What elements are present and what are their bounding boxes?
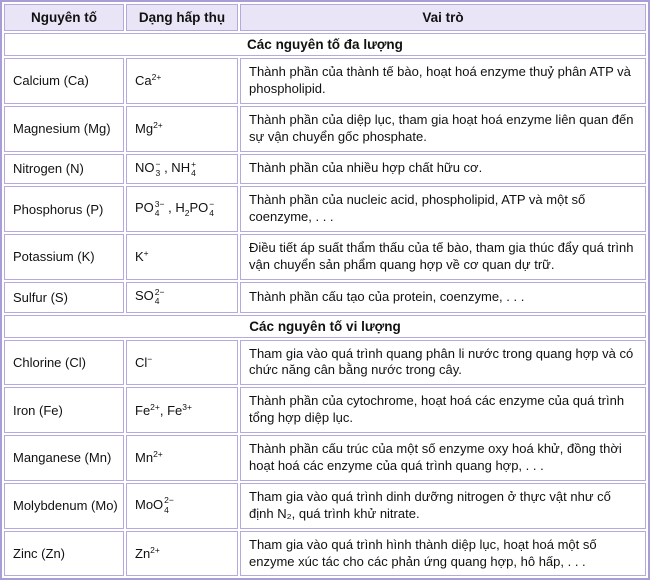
element-name-cell: Calcium (Ca): [4, 58, 124, 104]
role-cell: Tham gia vào quá trình hình thành diệp lục, hoạt hoá một số enzyme xúc tác cho các phản ứng quang hợp, hô hấp, . . .: [240, 531, 646, 577]
chemical-formula: Cl−: [135, 353, 153, 370]
section-header-row: [4, 315, 646, 338]
section-title: Các nguyên tố đa lượng: [4, 33, 646, 56]
absorbed-form-cell: [126, 58, 238, 104]
table-row: [4, 387, 646, 433]
absorbed-form-cell: [126, 483, 238, 529]
chemical-formula: PO 3− 4 , $H_2PO$ − 4: [135, 198, 215, 219]
element-name-cell: Chlorine (Cl): [4, 340, 124, 386]
absorbed-form-cell: [126, 106, 238, 152]
role-cell: Thành phần của thành tế bào, hoạt hoá enzyme thuỷ phân ATP và phospholipid.: [240, 58, 646, 104]
table-row: [4, 435, 646, 481]
chemical-formula: NO − 3 , NH + 4: [135, 158, 197, 178]
absorbed-form-cell: [126, 154, 238, 185]
chemical-formula: $Zn^{2+}$: [135, 545, 160, 562]
table-row: [4, 154, 646, 185]
chemical-formula: $Mg^{2+}$: [135, 120, 163, 137]
table-row: [4, 186, 646, 232]
chemical-formula: $Ca^{2+}$: [135, 72, 162, 89]
table-row: [4, 340, 646, 386]
table-row: [4, 234, 646, 280]
element-name-cell: Iron (Fe): [4, 387, 124, 433]
table-row: [4, 282, 646, 313]
element-name-cell: Zinc (Zn): [4, 531, 124, 577]
chemical-formula: $Fe^{2+}$, $Fe^{3+}$: [135, 401, 192, 418]
absorbed-form-cell: [126, 234, 238, 280]
role-cell: Thành phần của diệp lục, tham gia hoạt hoá enzyme liên quan đến sự vận chuyển gốc phosphate.: [240, 106, 646, 152]
column-header-absorbed-form: Dạng hấp thụ: [126, 4, 238, 31]
element-name-cell: Sulfur (S): [4, 282, 124, 313]
role-cell: Thành phần cấu tạo của protein, coenzyme, . . .: [240, 282, 646, 313]
role-cell: Điều tiết áp suất thẩm thấu của tế bào, tham gia thúc đẩy quá trình vận chuyển sản phẩm quang hợp về cơ quan dự trữ.: [240, 234, 646, 280]
role-cell: Thành phần của cytochrome, hoạt hoá các enzyme của quá trình tổng hợp diệp lục.: [240, 387, 646, 433]
absorbed-form-cell: [126, 340, 238, 386]
element-name-cell: Molybdenum (Mo): [4, 483, 124, 529]
table-row: [4, 531, 646, 577]
element-name-cell: Magnesium (Mg): [4, 106, 124, 152]
role-cell: Tham gia vào quá trình quang phân li nước trong quang hợp và có chức năng cân bằng nước trong cây.: [240, 340, 646, 386]
table-row: [4, 58, 646, 104]
element-name-cell: Potassium (K): [4, 234, 124, 280]
absorbed-form-cell: [126, 531, 238, 577]
element-name-cell: Phosphorus (P): [4, 186, 124, 232]
role-cell: Thành phần cấu trúc của một số enzyme oxy hoá khử, đồng thời hoạt hoá các enzyme của quá trình quang hợp, . . .: [240, 435, 646, 481]
role-cell: Tham gia vào quá trình dinh dưỡng nitrogen ở thực vật như cố định N₂, quá trình khử nitrate.: [240, 483, 646, 529]
element-name-cell: Nitrogen (N): [4, 154, 124, 185]
chemical-formula: MoO 2− 4: [135, 495, 174, 515]
absorbed-form-cell: [126, 435, 238, 481]
role-cell: Thành phần của nucleic acid, phospholipid, ATP và một số coenzyme, . . .: [240, 186, 646, 232]
column-header-element: Nguyên tố: [4, 4, 124, 31]
absorbed-form-cell: [126, 186, 238, 232]
section-header-row: [4, 33, 646, 56]
absorbed-form-cell: [126, 387, 238, 433]
element-name-cell: Manganese (Mn): [4, 435, 124, 481]
chemical-formula: SO 2− 4: [135, 286, 165, 307]
role-cell: Thành phần của nhiều hợp chất hữu cơ.: [240, 154, 646, 185]
header-row: [4, 4, 646, 31]
table-row: [4, 483, 646, 529]
table-body: [4, 33, 646, 576]
chemical-formula: K+: [135, 248, 149, 265]
table-row: [4, 106, 646, 152]
section-title: Các nguyên tố vi lượng: [4, 315, 646, 338]
column-header-role: Vai trò: [240, 4, 646, 31]
chemical-formula: $Mn^{2+}$: [135, 449, 163, 466]
absorbed-form-cell: [126, 282, 238, 313]
